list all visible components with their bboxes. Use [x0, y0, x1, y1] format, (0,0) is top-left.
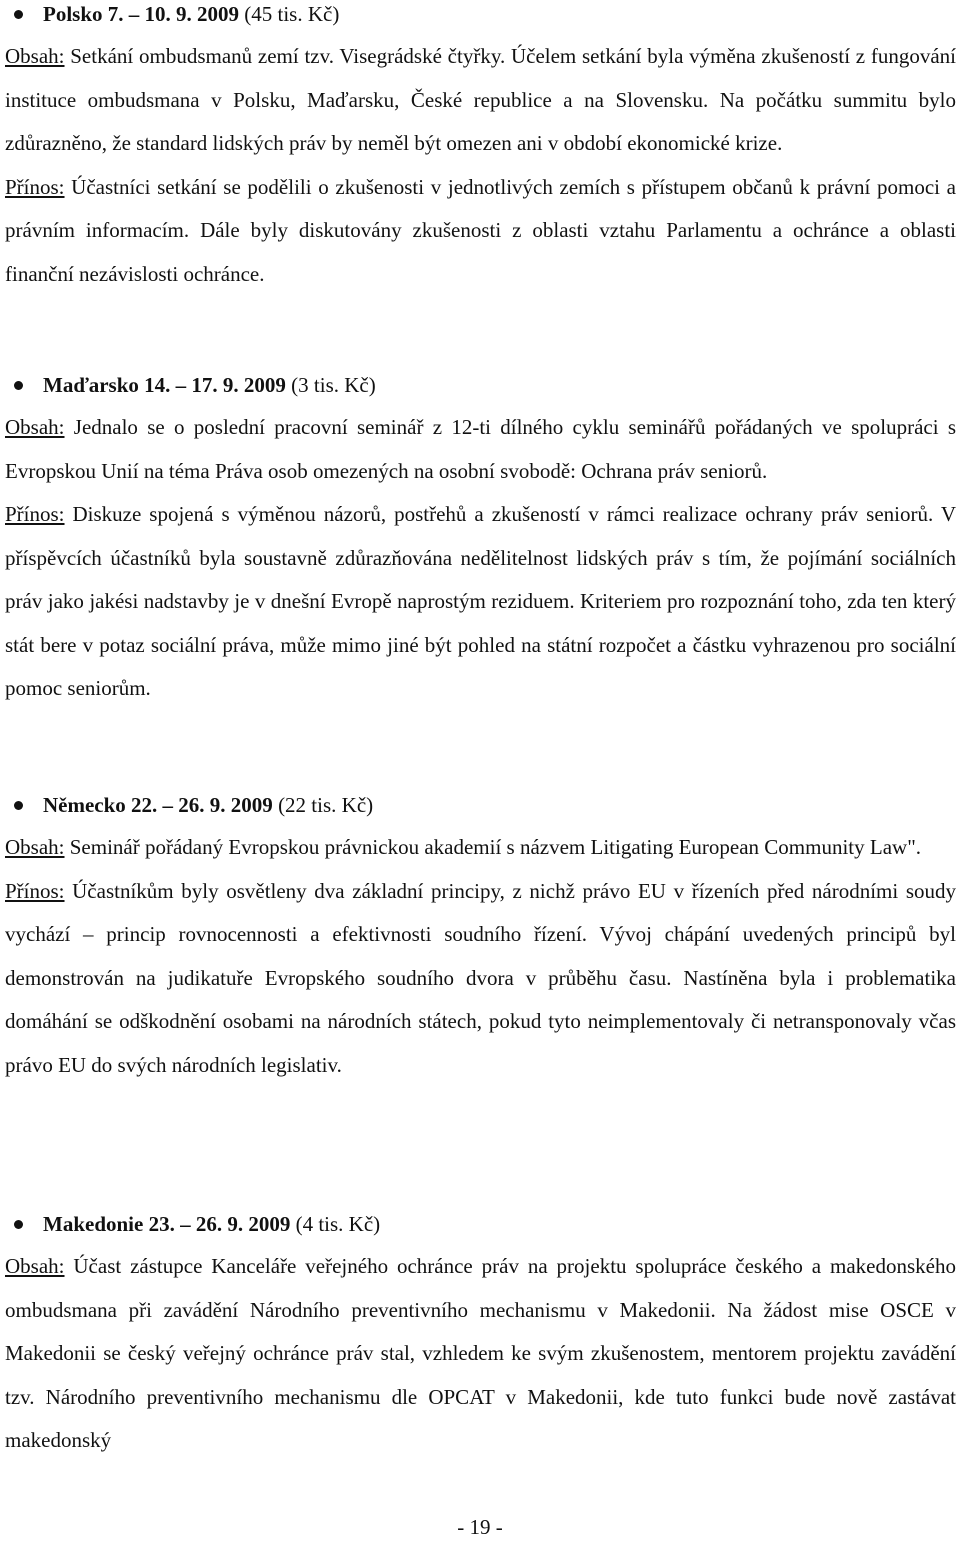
- obsah-paragraph: [5, 826, 956, 870]
- obsah-label: Obsah:: [5, 44, 65, 68]
- section-heading: [5, 370, 956, 400]
- prinos-text: Diskuze spojená s výměnou názorů, postřehů a zkušeností v rámci realizace ochrany práv seniorů. V příspěvcích účastníků byla soustavně zdůrazňována nedělitelnost lidských práv s tím, že pojímání sociálních práv jako jakési nadstavby je v dnešní Evropě naprostým reziduem. Kriteriem pro rozpoznání toho, zda ten který stát bere v potaz sociální práva, může mimo jiné být pohled na státní rozpočet a částku vyhrazenou pro sociální pomoc seniorům.: [5, 502, 956, 700]
- country-dates: Maďarsko 14. – 17. 9. 2009: [43, 373, 286, 397]
- prinos-text: Účastníci setkání se podělili o zkušenosti v jednotlivých zemích s přístupem občanů k právní pomoci a právním informacím. Dále byly diskutovány zkušenosti z oblasti vztahu Parlamentu a ochránce a oblasti finanční nezávislosti ochránce.: [5, 174, 956, 286]
- section-madarsko: [5, 370, 956, 711]
- bullet-icon: [14, 1220, 23, 1229]
- obsah-text: Jednalo se o poslední pracovní seminář z 12-ti dílného cyklu seminářů pořádaných ve spolupráci s Evropskou Unií na téma Práva osob omezených na osobní svobodě: Ochrana práv seniorů.: [5, 415, 956, 483]
- prinos-label: Přínos:: [5, 502, 65, 526]
- obsah-paragraph: [5, 35, 956, 166]
- prinos-paragraph: [5, 493, 956, 711]
- obsah-paragraph: [5, 406, 956, 493]
- bullet-icon: [14, 381, 23, 390]
- cost: (45 tis. Kč): [244, 2, 340, 26]
- bullet-icon: [14, 10, 23, 19]
- cost: (4 tis. Kč): [295, 1212, 381, 1236]
- prinos-label: Přínos:: [5, 878, 65, 903]
- obsah-label: Obsah:: [5, 835, 65, 859]
- country-dates: Polsko 7. – 10. 9. 2009: [43, 2, 240, 26]
- obsah-label: Obsah:: [5, 415, 65, 439]
- obsah-text: Setkání ombudsmanů zemí tzv. Visegrádské čtyřky. Účelem setkání byla výměna zkušeností z fungování instituce ombudsmana v Polsku, Maďarsku, České republice a na Slovensku. Na počátku summitu bylo zdůrazněno, že standard lidských práv by neměl být omezen ani v období ekonomické krize.: [5, 44, 956, 155]
- page-number: - 19 -: [457, 1515, 503, 1539]
- cost: (22 tis. Kč): [278, 793, 374, 817]
- prinos-text: Účastníkům byly osvětleny dva základní principy, z nichž právo EU v řízeních před národními soudy vychází – princip rovnocennosti a efektivnosti soudního řízení. Vývoj chápání uvedených principů byl demonstrován na judikatuře Evropského soudního dvora v průběhu času. Nastíněna byla i problematika domáhání se odškodnění osobami na národních státech, pokud tyto neimplementovaly či netransponovaly včas právo EU do svých národních legislativ.: [5, 878, 956, 1077]
- section-polsko: [5, 0, 956, 296]
- country-dates: Německo 22. – 26. 9. 2009: [43, 793, 273, 817]
- cost: (3 tis. Kč): [291, 373, 376, 397]
- obsah-text: Účast zástupce Kanceláře veřejného ochránce práv na projektu spolupráce českého a makedonského ombudsmana při zavádění Národního preventivního mechanismu v Makedonii. Na žádost mise OSCE v Makedonii se český veřejný ochránce práv stal, vzhledem ke svým zkušenostem, mentorem projektu zavádění tzv. Národního preventivního mechanismu dle OPCAT v Makedonii, kde tuto funkci bude nově zastávat makedonský: [5, 1254, 956, 1452]
- section-heading: [5, 1209, 956, 1239]
- bullet-icon: [14, 801, 23, 810]
- section-nemecko: [5, 790, 956, 1087]
- prinos-paragraph: [5, 166, 956, 297]
- obsah-label: Obsah:: [5, 1254, 65, 1278]
- prinos-label: Přínos:: [5, 174, 65, 199]
- section-makedonie: [5, 1209, 956, 1463]
- obsah-paragraph: [5, 1245, 956, 1463]
- section-heading: [5, 790, 956, 820]
- country-dates: Makedonie 23. – 26. 9. 2009: [43, 1212, 291, 1236]
- obsah-text: Seminář pořádaný Evropskou právnickou akademií s názvem Litigating European Community Law".: [64, 835, 922, 859]
- section-heading: [5, 0, 956, 29]
- prinos-paragraph: [5, 870, 956, 1088]
